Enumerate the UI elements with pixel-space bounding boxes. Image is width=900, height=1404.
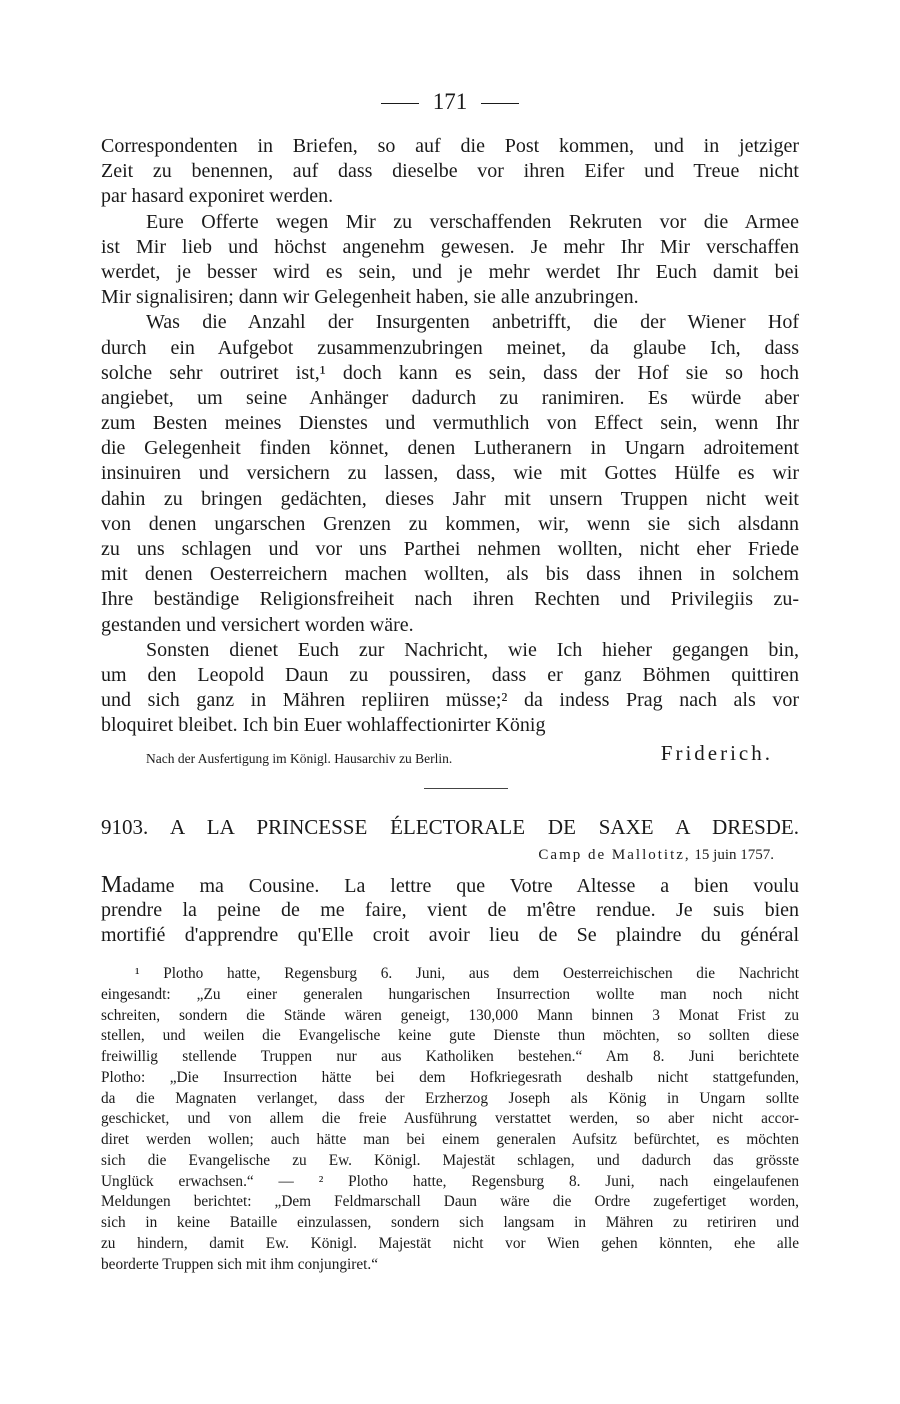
letter-line [101, 873, 799, 898]
signature: Friderich. [660, 741, 773, 765]
letter-body-text [101, 134, 799, 739]
footnote-line: zu hindern, damit Ew. Königl. Majestät nicht vor Wien gehen könnten, ehe alle [101, 1234, 799, 1252]
header-rule-right [481, 103, 519, 104]
text-line: um den Leopold Daun zu poussiren, dass er ganz Böhmen quittiren [101, 663, 799, 686]
text-line: solche sehr outriret ist,¹ doch kann es sein, dass der Hof sie so hoch [101, 361, 799, 384]
letter-line-text: adame ma Cousine. La lettre que Votre Altesse a bien voulu [122, 875, 799, 897]
footnote-line: diret werden wollen; auch hätte man bei einem generalen Aufsitz befürchtet, es möchten [101, 1131, 799, 1148]
text-line: Mir signalisiren; dann wir Gelegenheit haben, sie alle anzubringen. [101, 286, 639, 309]
footnote-line: geschicket, und von allem die freie Ausführung verstattet werden, so aber nicht accor- [101, 1110, 799, 1128]
text-line: gestanden und versichert worden wäre. [101, 613, 414, 636]
letter-number: 9103. [101, 815, 149, 839]
text-line: ist Mir lieb und höchst angenehm gewesen. Je mehr Ihr Mir verschaffen [101, 235, 799, 258]
footnotes [101, 964, 799, 1275]
text-line: Eure Offerte wegen Mir zu verschaffenden Rekruten vor die Armee [146, 210, 799, 233]
footnote-line: freiwillig stellende Truppen nur aus Katholiken bestehen.“ Am 8. Juni berichtete [101, 1048, 799, 1065]
text-line: Ihre beständige Religionsfreiheit nach ihren Rechten und Privilegiis zu- [101, 588, 799, 611]
section-divider [424, 788, 508, 789]
text-line: die Gelegenheit finden könnet, denen Lutheranern in Ungarn adroitement [101, 437, 799, 460]
footnote-line: Unglück erwachsen.“ — ² Plotho hatte, Regensburg 8. Juni, nach eingelaufenen [101, 1172, 799, 1190]
header-rule-left [381, 103, 419, 104]
drop-cap: M [101, 872, 123, 898]
letter-heading [101, 814, 799, 840]
footnote-line: beorderte Truppen sich mit ihm conjungiret.“ [101, 1255, 378, 1273]
text-line: Correspondenten in Briefen, so auf die Post kommen, und in jetziger [101, 135, 799, 157]
text-line: angiebet, um seine Anhänger dadurch zu ranimiren. Es würde aber [101, 386, 799, 409]
text-line: und sich ganz in Mähren repliiren müsse;² da indess Prag nach als vor [101, 689, 799, 712]
footnote-line: Plotho: „Die Insurrection hätte bei dem Hofkriegesrath deshalb nicht stattgefunden, [101, 1068, 799, 1086]
text-line: Zeit zu benennen, auf dass dieselbe vor ihren Eifer und Treue nicht [101, 160, 799, 183]
text-line: mit denen Oesterreichern machen wollten, als bis dass ihnen in solchem [101, 563, 799, 586]
letter-line: prendre la peine de me faire, vient de m'être rendue. Je suis bien [101, 899, 799, 922]
dateline [538, 847, 774, 864]
text-line: insinuiren und versichern zu lassen, dass, wie mit Gottes Hülfe es wir [101, 462, 799, 485]
text-line: par hasard exponiret werden. [101, 185, 334, 208]
text-line: werdet, je besser wird es sein, und je mehr werdet Ihr Euch damit bei [101, 260, 799, 283]
letter-opening [101, 873, 799, 949]
footnote-line: sich in keine Bataille einzulassen, sondern sich langsam in Mähren zu retiriren und [101, 1214, 799, 1231]
page-number: 171 [432, 89, 468, 114]
page-header [0, 88, 900, 116]
text-line: zum Besten meines Dienstes und vermuthlich von Effect sein, wenn Ihr [101, 412, 799, 435]
text-line: von denen ungarschen Grenzen zu kommen, wir, wenn sie sich alsdann [101, 512, 799, 535]
letter-title: A LA PRINCESSE ÉLECTORALE DE SAXE A DRESDE. [169, 815, 800, 839]
footnote-line: stellen, und weilen die Evangelische keine gute Dienste thun möchten, so sollten diese [101, 1027, 799, 1045]
text-line: Was die Anzahl der Insurgenten anbetrifft, die der Wiener Hof [146, 311, 799, 334]
footnote-line: sich die Evangelische zu Ew. Königl. Majestät schlagen, und dadurch das grösste [101, 1151, 799, 1169]
dateline-date: 15 juin 1757. [694, 847, 774, 863]
footnote-line: eingesandt: „Zu einer generalen hungarischen Insurrection wollte man noch nicht [101, 985, 799, 1003]
text-line: dahin zu bringen gedächten, dieses Jahr mit unsern Truppen nicht weit [101, 487, 799, 510]
source-row [101, 741, 799, 771]
footnote-line: schreiten, sondern die Stände wären geneigt, 130,000 Mann binnen 3 Monat Frist zu [101, 1006, 799, 1024]
text-line: Sonsten dienet Euch zur Nachricht, wie Ich hieher gegangen bin, [146, 638, 799, 661]
dateline-place: Camp de Mallotitz, [538, 847, 691, 863]
text-line: zu uns schlagen und vor uns Parthei nehmen wollten, nicht eher Friede [101, 538, 799, 560]
text-line: durch ein Aufgebot zusammenzubringen meinet, da glaube Ich, dass [101, 336, 799, 359]
footnote-line: ¹ Plotho hatte, Regensburg 6. Juni, aus dem Oesterreichischen die Nachricht [135, 965, 799, 982]
source-note: Nach der Ausfertigung im Königl. Hausarchiv zu Berlin. [146, 751, 453, 766]
footnote-line: Meldungen berichtet: „Dem Feldmarschall Daun wäre die Ordre zugefertiget worden, [101, 1193, 799, 1211]
footnote-line: da die Magnaten verlanget, dass der Erzherzog Joseph als König in Ungarn sollte [101, 1089, 799, 1107]
letter-line: mortifié d'apprendre qu'Elle croit avoir lieu de Se plaindre du général [101, 924, 799, 947]
text-line: bloquiret bleibet. Ich bin Euer wohlaffectionirter König [101, 714, 546, 737]
